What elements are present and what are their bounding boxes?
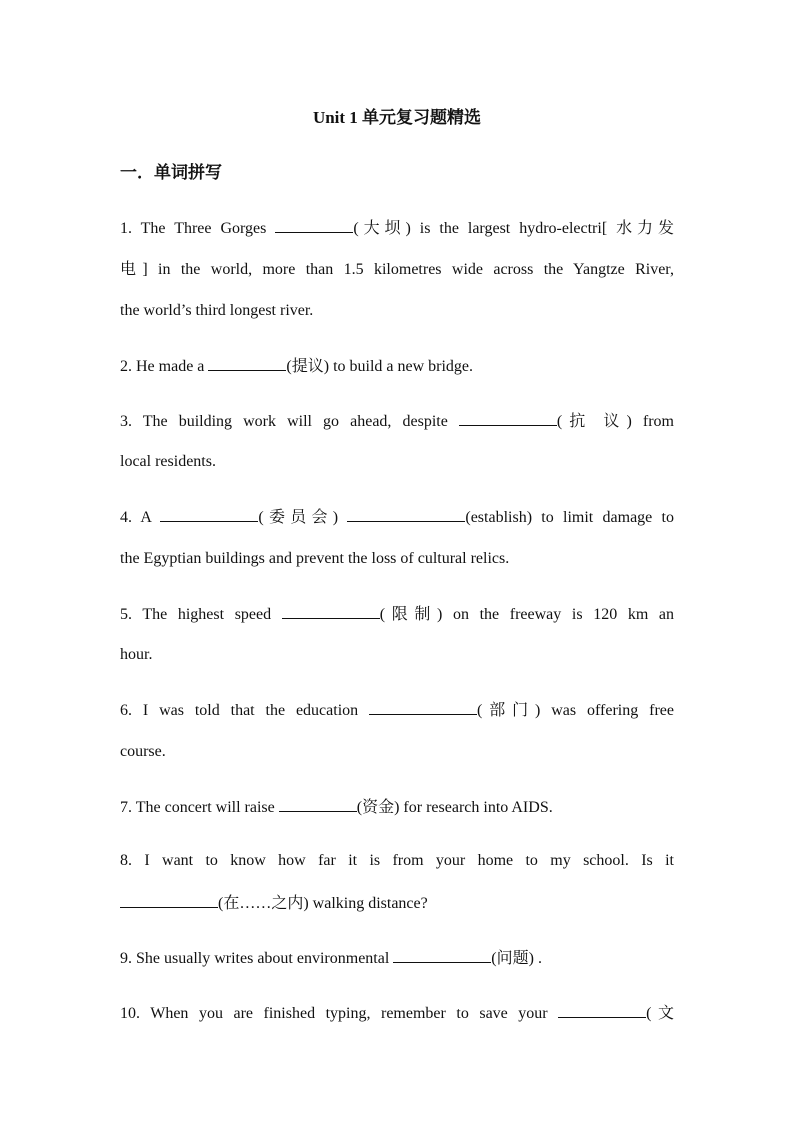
question-8-line-1: 8. I want to know how far it is from your home to my school. Is it [120, 852, 674, 869]
answer-blank [558, 999, 646, 1018]
question-8-line-2: (在……之内) walking distance? [120, 889, 674, 918]
question-6-line-2: course. [120, 743, 166, 760]
question-5-line-2: hour. [120, 646, 153, 663]
answer-blank [282, 600, 380, 619]
question-3-line-1: 3. The building work will go ahead, despite (抗 议) from [120, 407, 674, 436]
answer-blank [208, 352, 286, 371]
page-title: Unit 1 单元复习题精选 [312, 108, 482, 127]
answer-blank [275, 214, 353, 233]
question-4-line-1: 4. A (委员会) (establish) to limit damage to [120, 503, 674, 532]
question-1-line-3: the world’s third longest river. [120, 302, 314, 319]
question-6-line-1: 6. I was told that the education (部门) was offering free [120, 696, 674, 725]
question-3-line-2: local residents. [120, 453, 216, 470]
answer-blank [347, 503, 465, 522]
question-1-line-1: 1. The Three Gorges (大坝) is the largest hydro-electri[ 水力发 [120, 214, 674, 243]
answer-blank [459, 407, 557, 426]
section-heading: 一．单词拼写 [120, 163, 222, 182]
question-9-line-1: 9. She usually writes about environmental (问题) . [120, 944, 674, 973]
question-4-line-2: the Egyptian buildings and prevent the loss of cultural relics. [120, 550, 510, 567]
question-7-line-1: 7. The concert will raise (资金) for research into AIDS. [120, 793, 674, 822]
answer-blank [120, 889, 218, 908]
answer-blank [279, 793, 357, 812]
answer-blank [393, 944, 491, 963]
question-5-line-1: 5. The highest speed (限制) on the freeway is 120 km an [120, 600, 674, 629]
question-1-line-2: 电] in the world, more than 1.5 kilometres wide across the Yangtze River, [120, 261, 674, 278]
answer-blank [369, 696, 477, 715]
question-10-line-1: 10. When you are finished typing, remember to save your (文 [120, 999, 674, 1028]
question-2-line-1: 2. He made a (提议) to build a new bridge. [120, 352, 674, 381]
answer-blank [160, 503, 258, 522]
